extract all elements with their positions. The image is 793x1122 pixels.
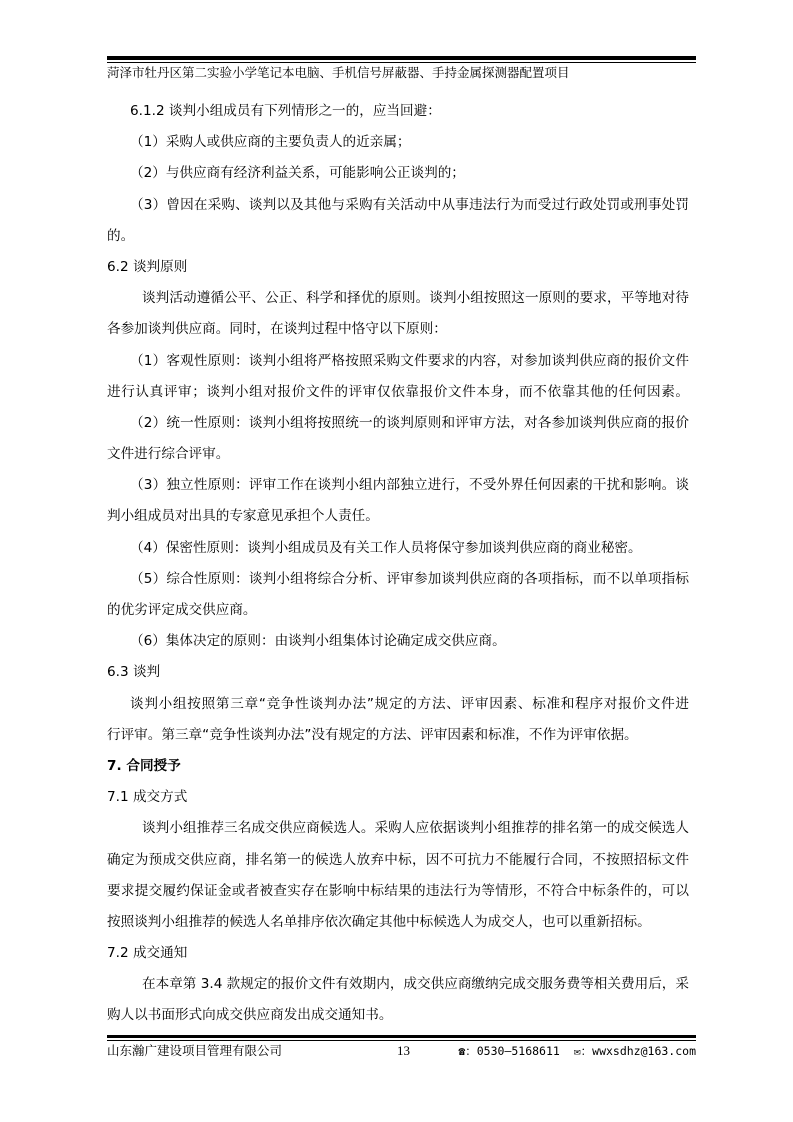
footer-contact (458, 1042, 696, 1060)
text-line: 6.3 谈判 (107, 664, 161, 681)
text-line: （5）综合性原则：谈判小组将综合分析、评审参加谈判供应商的各项指标，而不以单项指标 (130, 570, 689, 587)
text-line: 的。 (107, 227, 135, 244)
page-footer (107, 1042, 696, 1060)
text-line: 行评审。第三章“竞争性谈判办法”没有规定的方法、评审因素和标准，不作为评审依据。 (107, 726, 638, 743)
header-rule-thin (107, 62, 696, 63)
text-line: （2）统一性原则：谈判小组将按照统一的谈判原则和评审方法，对各参加谈判供应商的报价 (130, 414, 689, 431)
footer-email: ：wwxsdhz@163.com (580, 1044, 696, 1058)
text-line: 的优劣评定成交供应商。 (107, 602, 257, 618)
text-line: 文件进行综合评审。 (107, 446, 230, 463)
header-title: 菏泽市牡丹区第二实验小学笔记本电脑、手机信号屏蔽器、手持金属探测器配置项目 (107, 65, 570, 80)
footer-company: 山东瀚广建设项目管理有限公司 (107, 1043, 283, 1058)
page-number: 13 (397, 1043, 410, 1058)
text-line: （6）集体决定的原则：由谈判小组集体讨论确定成交供应商。 (130, 633, 506, 650)
footer-rule-thick (107, 1035, 696, 1038)
text-line: 确定为预成交供应商，排名第一的候选人放弃中标，因不可抗力不能履行合同，不按照招标文件 (107, 851, 689, 868)
text-line: （1）客观性原则：谈判小组将严格按照采购文件要求的内容，对参加谈判供应商的报价文件 (130, 352, 689, 369)
text-line: （3）曾因在采购、谈判以及其他与采购有关活动中从事违法行为而受过行政处罚或刑事处罚 (130, 196, 689, 213)
text-line: （1）采购人或供应商的主要负责人的近亲属； (130, 134, 411, 151)
text-line: 谈判小组推荐三名成交供应商候选人。采购人应依据谈判小组推荐的排名第一的成交候选人 (142, 820, 689, 837)
text-line: 要求提交履约保证金或者被查实存在影响中标结果的违法行为等情形，不符合中标条件的，可以 (107, 882, 689, 899)
text-line: 判小组成员对出具的专家意见承担个人责任。 (107, 508, 379, 525)
footer-rule-thin (107, 1040, 696, 1041)
text-line: 购人以书面形式向成交供应商发出成交通知书。 (107, 1007, 393, 1024)
text-line: （3）独立性原则：评审工作在谈判小组内部独立进行，不受外界任何因素的干扰和影响。谈 (130, 477, 689, 494)
section-heading: 7. 合同授予 (107, 757, 181, 774)
phone-icon: ☎ (458, 1044, 466, 1058)
text-line: 7.1 成交方式 (107, 789, 188, 806)
text-line: 谈判小组按照第三章“竞争性谈判办法”规定的方法、评审因素、标准和程序对报价文件进 (130, 695, 689, 712)
header-rule-thick (107, 56, 696, 60)
text-line: 在本章第 3.4 款规定的报价文件有效期内，成交供应商缴纳完成交服务费等相关费用后，采 (142, 976, 689, 993)
text-line: 按照谈判小组推荐的候选人名单排序依次确定其他中标候选人为成交人，也可以重新招标。 (107, 913, 651, 930)
text-line: 6.2 谈判原则 (107, 258, 188, 275)
text-line: 谈判活动遵循公平、公正、科学和择优的原则。谈判小组按照这一原则的要求，平等地对待 (142, 290, 689, 307)
footer-phone: ：0530—5168611 (465, 1044, 560, 1058)
text-line: （4）保密性原则：谈判小组成员及有关工作人员将保守参加谈判供应商的商业秘密。 (130, 539, 642, 556)
text-line: 7.2 成交通知 (107, 945, 188, 962)
text-line: 进行认真评审；谈判小组对报价文件的评审仅依靠报价文件本身，而不依靠其他的任何因素。 (107, 383, 689, 400)
text-line: （2）与供应商有经济利益关系，可能影响公正谈判的； (130, 165, 465, 182)
document-body (107, 96, 689, 1032)
email-icon: ✉ (573, 1044, 581, 1058)
text-line: 6.1.2 谈判小组成员有下列情形之一的，应当回避： (130, 103, 441, 119)
text-line: 各参加谈判供应商。同时，在谈判过程中恪守以下原则： (107, 321, 447, 338)
